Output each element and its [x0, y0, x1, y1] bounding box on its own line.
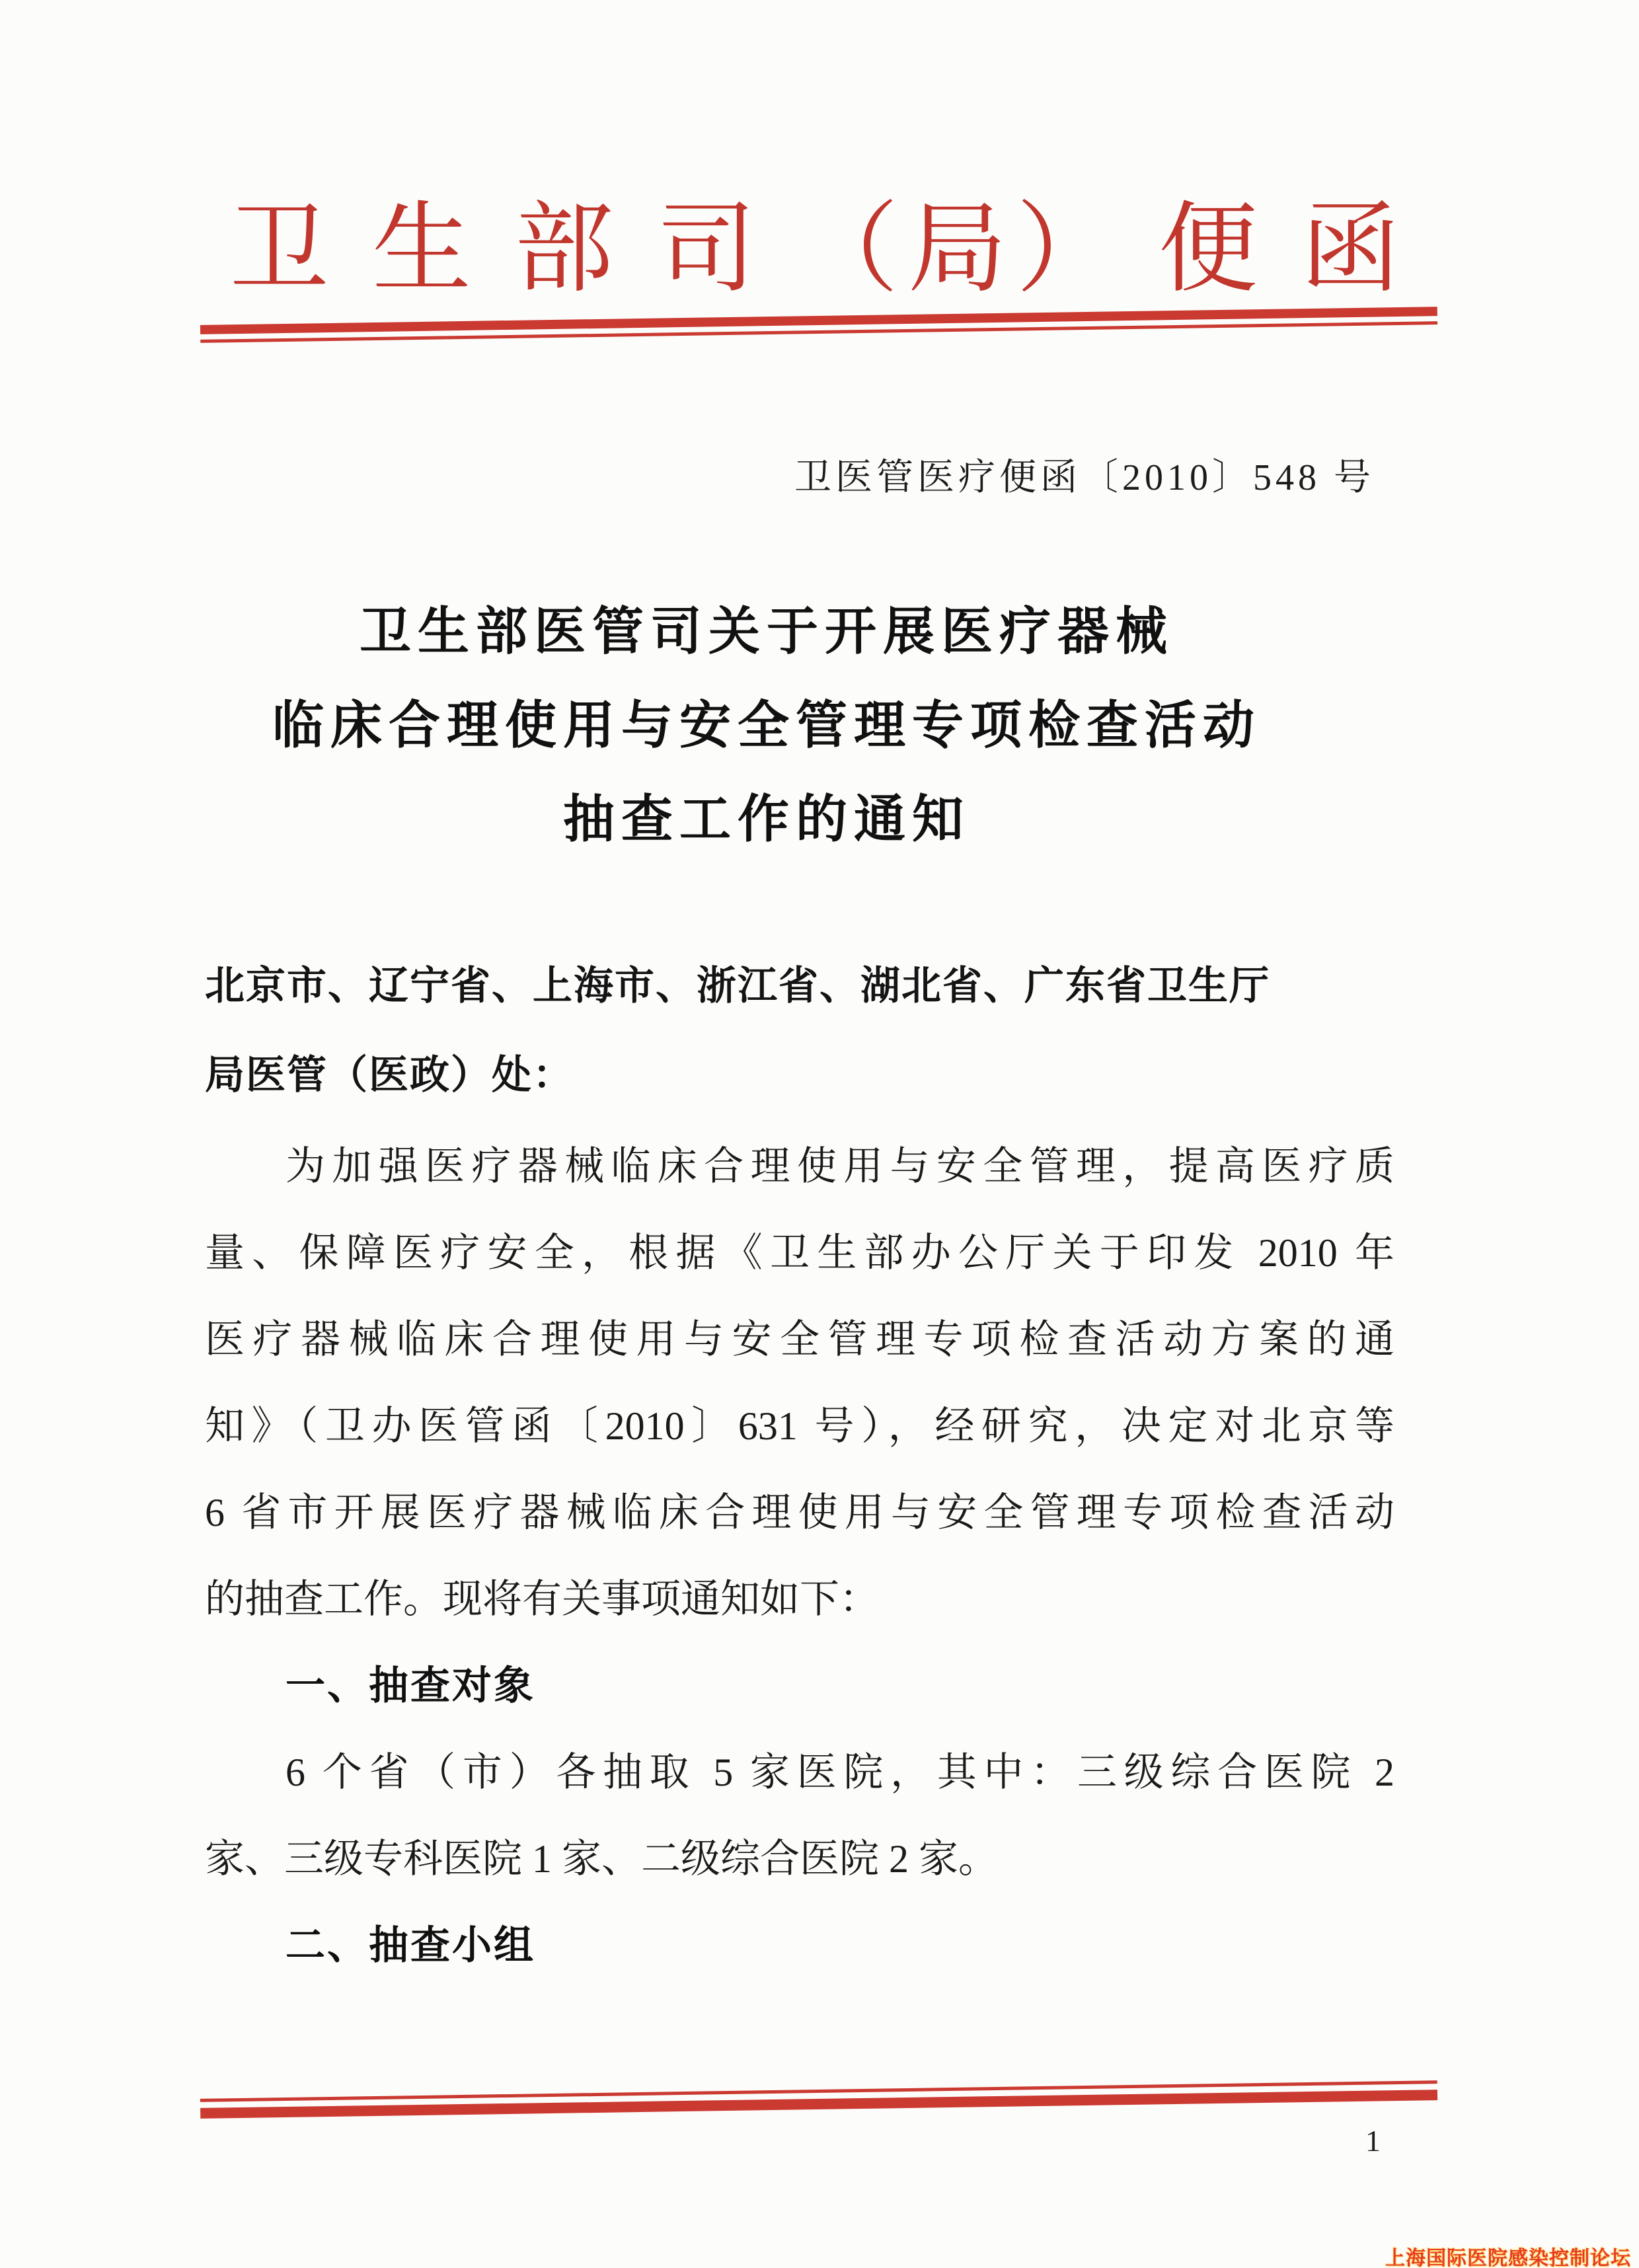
- document-reference-number: 卫医管医疗便函〔2010〕548 号: [794, 457, 1375, 498]
- body-line: 6 省市开展医疗器械临床合理使用与安全管理专项检查活动: [205, 1491, 1394, 1534]
- notice-title-line-1: 卫生部医管司关于开展医疗器械: [359, 603, 1174, 660]
- letter-body: [205, 1123, 1394, 1989]
- body-line: 6 个省（市）各抽取 5 家医院，其中：三级综合医院 2: [286, 1751, 1394, 1794]
- notice-title-line-2: 临床合理使用与安全管理专项检查活动: [272, 697, 1261, 754]
- body-line: 量、保障医疗安全，根据《卫生部办公厅关于印发 2010 年: [205, 1231, 1394, 1275]
- recipient-line-1: 北京市、辽宁省、上海市、浙江省、湖北省、广东省卫生厅: [205, 964, 1270, 1008]
- recipient-line-2: 局医管（医政）处：: [205, 1053, 574, 1097]
- body-line: 医疗器械临床合理使用与安全管理专项检查活动方案的通: [205, 1318, 1394, 1361]
- notice-title: [178, 585, 1355, 866]
- notice-title-line-3: 抽查工作的通知: [562, 790, 970, 848]
- section-heading-2: 二、抽查小组: [286, 1924, 535, 1967]
- body-line: 的抽查工作。现将有关事项通知如下：: [205, 1577, 879, 1621]
- recipients-block: [205, 942, 1394, 1120]
- letterhead-title: 卫 生 部 司 （局） 便 函: [229, 195, 1410, 305]
- page-number: 1: [1365, 2124, 1381, 2158]
- watermark-text: 上海国际医院感染控制论坛: [1385, 2248, 1631, 2268]
- body-line: 家、三级专科医院 1 家、二级综合医院 2 家。: [205, 1837, 998, 1881]
- body-line: 为加强医疗器械临床合理使用与安全管理，提高医疗质: [286, 1145, 1394, 1188]
- body-line: 知》（卫办医管函〔2010〕631 号），经研究，决定对北京等: [205, 1404, 1394, 1448]
- letterhead-divider: [200, 307, 1437, 343]
- footer-divider: [200, 2080, 1437, 2119]
- section-heading-1: 一、抽查对象: [286, 1664, 535, 1708]
